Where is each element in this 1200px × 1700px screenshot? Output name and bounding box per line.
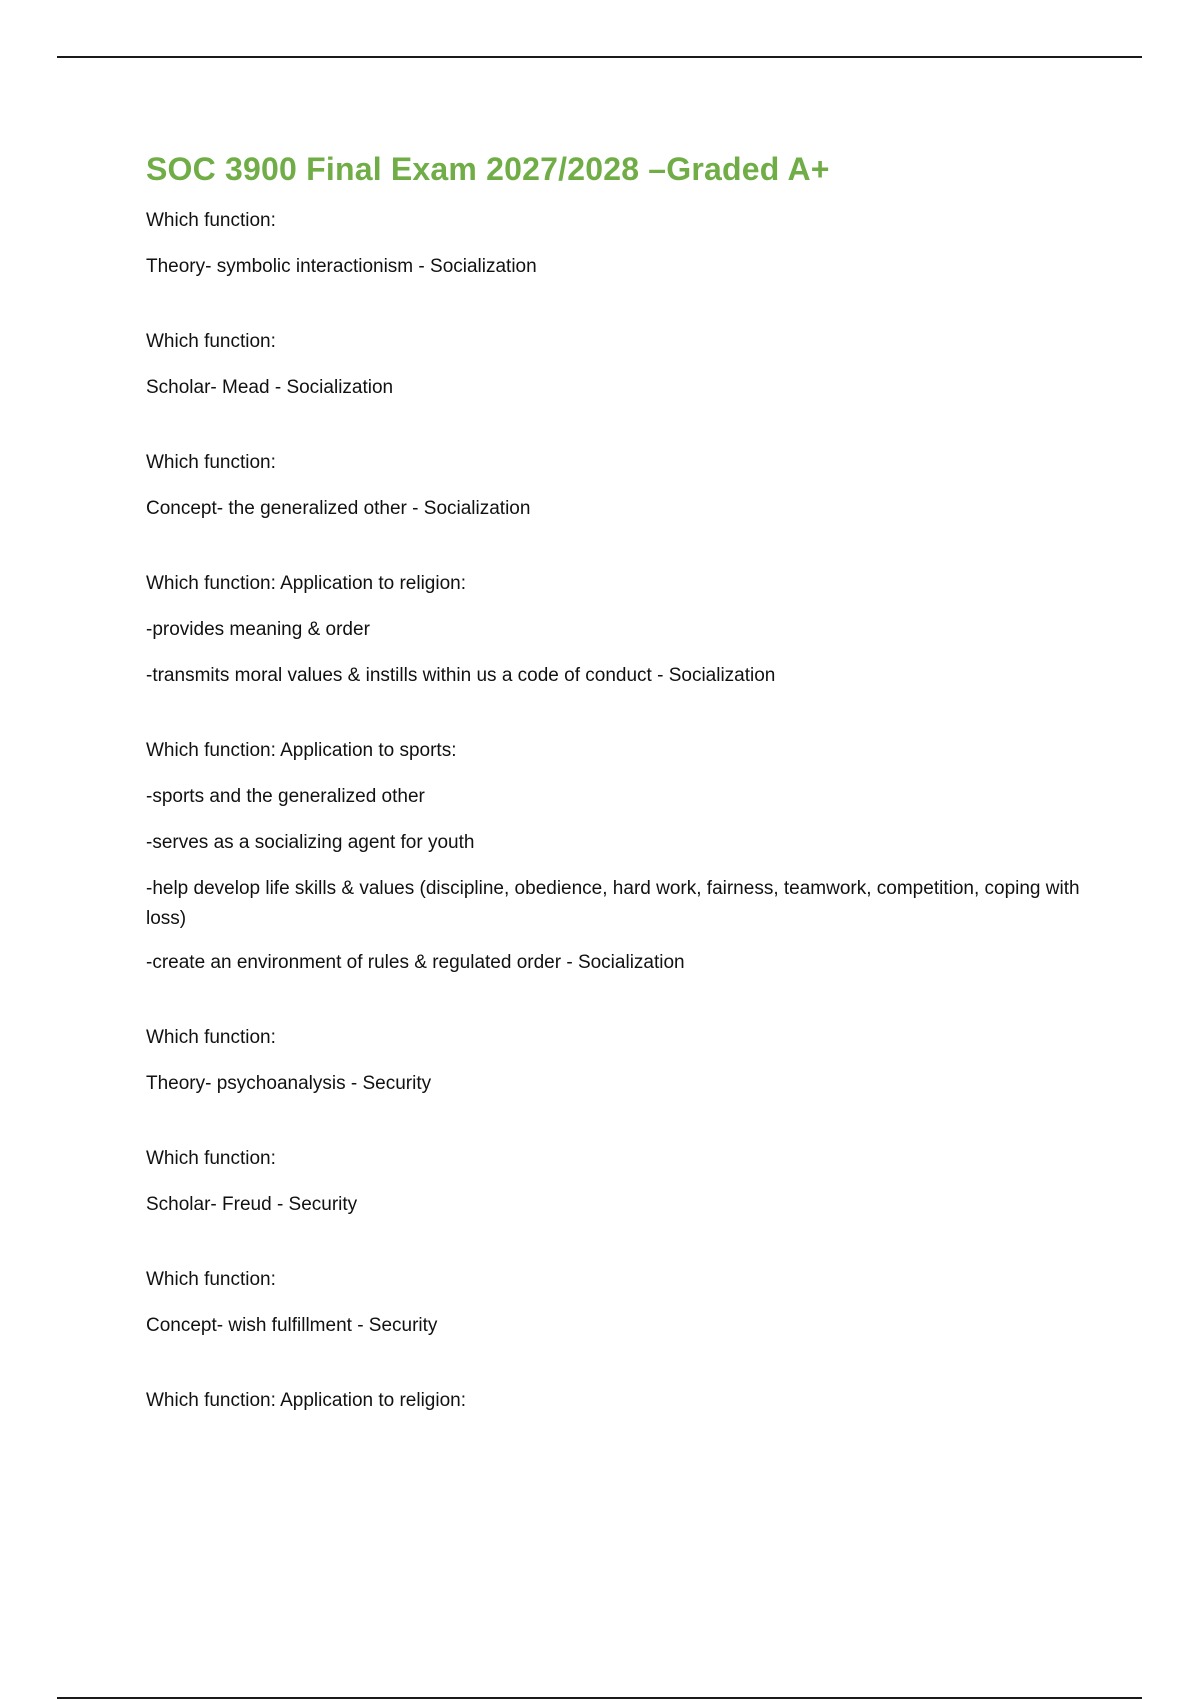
answer-text: Scholar- Freud - Security <box>146 1194 358 1215</box>
answer-line: -help develop life skills & values (discipline, obedience, hard work, fairness, teamwork, competition, coping with loss) <box>146 878 1080 929</box>
answer-text: Concept- the generalized other - Socialization <box>146 498 531 519</box>
qa-item-2 <box>146 327 1106 403</box>
answer-text: Theory- symbolic interactionism - Socialization <box>146 256 537 277</box>
question-text: Which function: <box>146 452 276 473</box>
qa-item-5 <box>146 736 1106 978</box>
answer-text: Concept- wish fulfillment - Security <box>146 1315 438 1336</box>
document-title: SOC 3900 Final Exam 2027/2028 –Graded A+ <box>146 151 830 187</box>
document-body <box>146 146 1106 1432</box>
qa-item-1 <box>146 206 1106 282</box>
question-text: Which function: <box>146 210 276 231</box>
question-text: Which function: Application to religion: <box>146 1390 467 1411</box>
answer-line: -serves as a socializing agent for youth <box>146 832 475 853</box>
question-text: Which function: <box>146 1027 276 1048</box>
question-text: Which function: <box>146 1269 276 1290</box>
qa-item-9 <box>146 1386 1106 1416</box>
answer-line: -sports and the generalized other <box>146 786 425 807</box>
answer-text: Scholar- Mead - Socialization <box>146 377 394 398</box>
qa-item-7 <box>146 1144 1106 1220</box>
question-text: Which function: Application to sports: <box>146 740 457 761</box>
answer-text: Theory- psychoanalysis - Security <box>146 1073 432 1094</box>
question-text: Which function: <box>146 1148 276 1169</box>
qa-item-4 <box>146 569 1106 691</box>
answer-line: -provides meaning & order <box>146 619 370 640</box>
qa-item-3 <box>146 448 1106 524</box>
question-text: Which function: <box>146 331 276 352</box>
qa-item-6 <box>146 1023 1106 1099</box>
answer-line: -create an environment of rules & regulated order - Socialization <box>146 952 685 973</box>
top-page-rule <box>57 56 1142 58</box>
question-text: Which function: Application to religion: <box>146 573 467 594</box>
bottom-page-rule <box>57 1697 1142 1699</box>
qa-item-8 <box>146 1265 1106 1341</box>
answer-line: -transmits moral values & instills within us a code of conduct - Socialization <box>146 665 776 686</box>
